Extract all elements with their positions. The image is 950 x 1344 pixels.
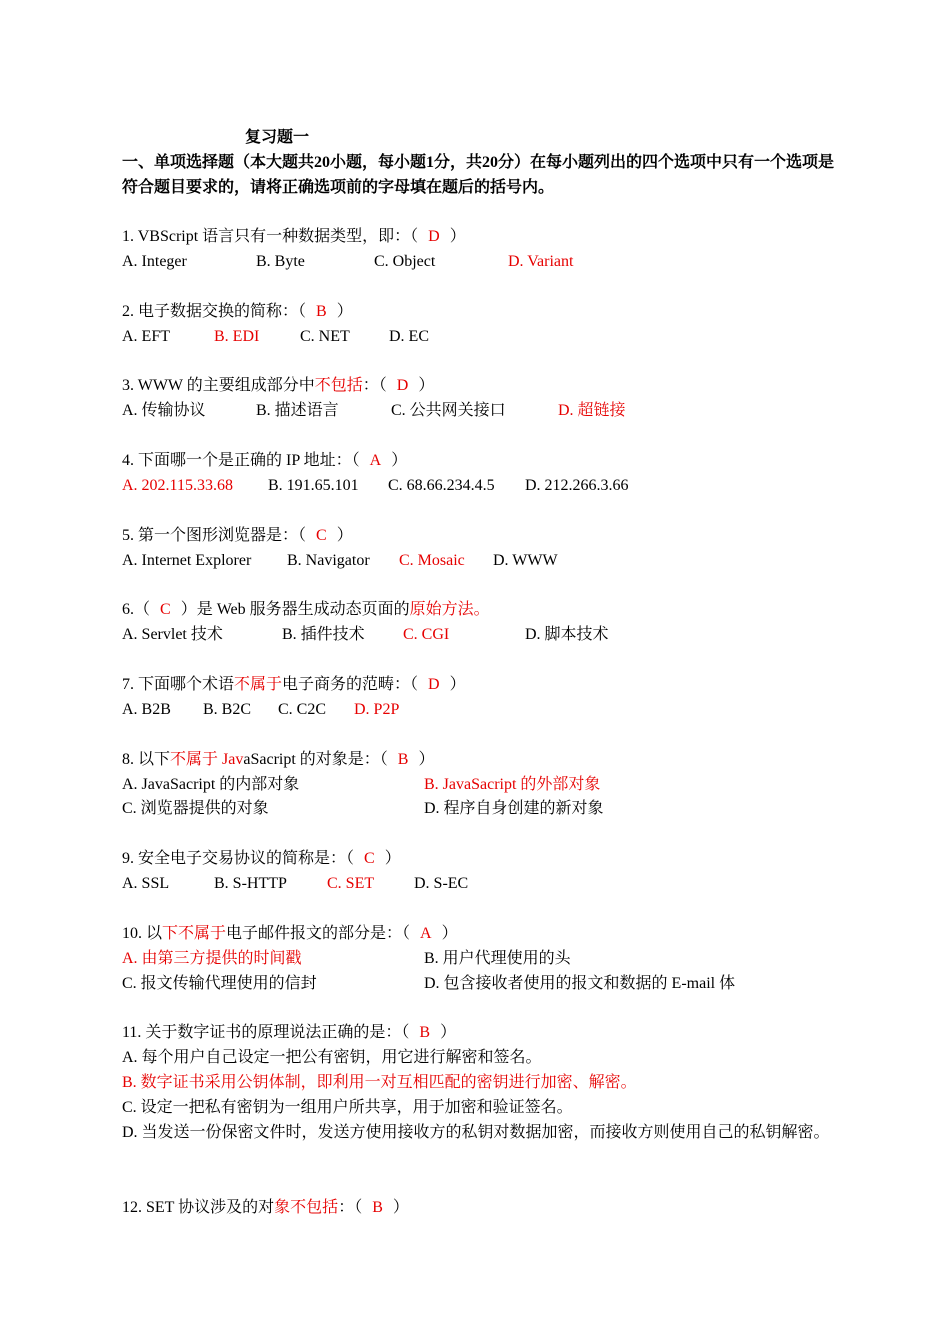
question-6: 6.（ C ）是 Web 服务器生成动态页面的原始方法。 — [122, 599, 490, 621]
option-d: D. P2P — [354, 701, 400, 718]
option-b: B. 数字证书采用公钥体制，即利用一对互相匹配的密钥进行加密、解密。 — [122, 1074, 637, 1091]
option-c: C. SET — [327, 875, 375, 892]
option-c: C. 68.66.234.4.5 — [388, 477, 495, 494]
option-a: A. Integer — [122, 253, 187, 270]
option-a: A. JavaSacript 的内部对象 — [122, 776, 300, 793]
option-d: D. 当发送一份保密文件时，发送方使用接收方的私钥对数据加密，而接收方则使用自己的私钥解密。 — [122, 1124, 830, 1141]
question-5: 5. 第一个图形浏览器是：（ C ） — [122, 525, 353, 547]
option-a: A. Servlet 技术 — [122, 626, 223, 643]
option-b: B. 描述语言 — [256, 402, 339, 419]
option-c: C. Object — [374, 253, 436, 270]
question-4: 4. 下面哪一个是正确的 IP 地址：（ A ） — [122, 450, 407, 472]
option-b: B. EDI — [214, 328, 260, 345]
option-b: B. 插件技术 — [282, 626, 365, 643]
option-a: A. 每个用户自己设定一把公有密钥，用它进行解密和签名。 — [122, 1049, 542, 1066]
answer: D — [396, 377, 409, 394]
question-10: 10. 以下不属于电子邮件报文的部分是：（ A ） — [122, 923, 458, 945]
option-b: B. Navigator — [287, 552, 370, 569]
option-b: B. 用户代理使用的头 — [424, 950, 571, 967]
option-a: A. EFT — [122, 328, 170, 345]
option-c: C. 报文传输代理使用的信封 — [122, 975, 317, 992]
question-1: 1. VBScript 语言只有一种数据类型，即：（ D ） — [122, 226, 466, 248]
answer: D — [428, 228, 440, 245]
answer: C — [316, 527, 327, 544]
option-c: C. 公共网关接口 — [391, 402, 506, 419]
option-a: A. 202.115.33.68 — [122, 477, 233, 494]
option-d: D. 脚本技术 — [525, 626, 609, 643]
option-c: C. 设定一把私有密钥为一组用户所共享，用于加密和验证签名。 — [122, 1099, 573, 1116]
option-b: B. 191.65.101 — [268, 477, 359, 494]
answer: B — [372, 1199, 383, 1216]
option-d: D. 212.266.3.66 — [525, 477, 629, 494]
question-3: 3. WWW 的主要组成部分中不包括：（ D ） — [122, 375, 434, 397]
option-d: D. 包含接收者使用的报文和数据的 E-mail 体 — [424, 975, 736, 992]
section-heading: 一、单项选择题（本大题共20小题，每小题1分，共20分）在每小题列出的四个选项中只有一个选项是符合题目要求的，请将正确选项前的字母填在题后的括号内。 — [122, 154, 835, 196]
option-a: A. B2B — [122, 701, 171, 718]
answer: B — [397, 751, 409, 768]
question-2: 2. 电子数据交换的简称：（ B ） — [122, 301, 353, 323]
option-c: C. 浏览器提供的对象 — [122, 800, 269, 817]
option-b: B. S-HTTP — [214, 875, 287, 892]
option-b: B. Byte — [256, 253, 305, 270]
answer: A — [369, 452, 382, 469]
page-title: 复习题一 — [245, 129, 310, 146]
option-d: D. WWW — [493, 552, 558, 569]
option-a: A. 由第三方提供的时间戳 — [122, 950, 302, 967]
answer: C — [160, 601, 171, 618]
answer: B — [419, 1024, 431, 1041]
option-c: C. C2C — [278, 701, 327, 718]
answer: D — [428, 676, 440, 693]
question-12: 12. SET 协议涉及的对象不包括：（ B ） — [122, 1197, 409, 1219]
answer: A — [420, 925, 432, 942]
option-d: D. 超链接 — [558, 402, 626, 419]
option-a: A. 传输协议 — [122, 402, 206, 419]
question-7: 7. 下面哪个术语不属于电子商务的范畴：（ D ） — [122, 674, 466, 696]
option-b: B. B2C — [203, 701, 252, 718]
answer: B — [316, 303, 327, 320]
option-c: C. Mosaic — [399, 552, 465, 569]
option-d: D. EC — [389, 328, 429, 345]
question-9: 9. 安全电子交易协议的简称是：（ C ） — [122, 848, 401, 870]
option-b: B. JavaSacript 的外部对象 — [424, 776, 601, 793]
option-d: D. Variant — [508, 253, 574, 270]
question-8: 8. 以下不属于 JavaSacript 的对象是：（ B ） — [122, 749, 434, 771]
option-d: D. S-EC — [414, 875, 469, 892]
option-a: A. SSL — [122, 875, 170, 892]
option-c: C. CGI — [403, 626, 450, 643]
answer: C — [364, 850, 375, 867]
option-a: A. Internet Explorer — [122, 552, 252, 569]
question-11: 11. 关于数字证书的原理说法正确的是：（ B ） — [122, 1022, 456, 1044]
option-c: C. NET — [300, 328, 350, 345]
option-d: D. 程序自身创建的新对象 — [424, 800, 604, 817]
